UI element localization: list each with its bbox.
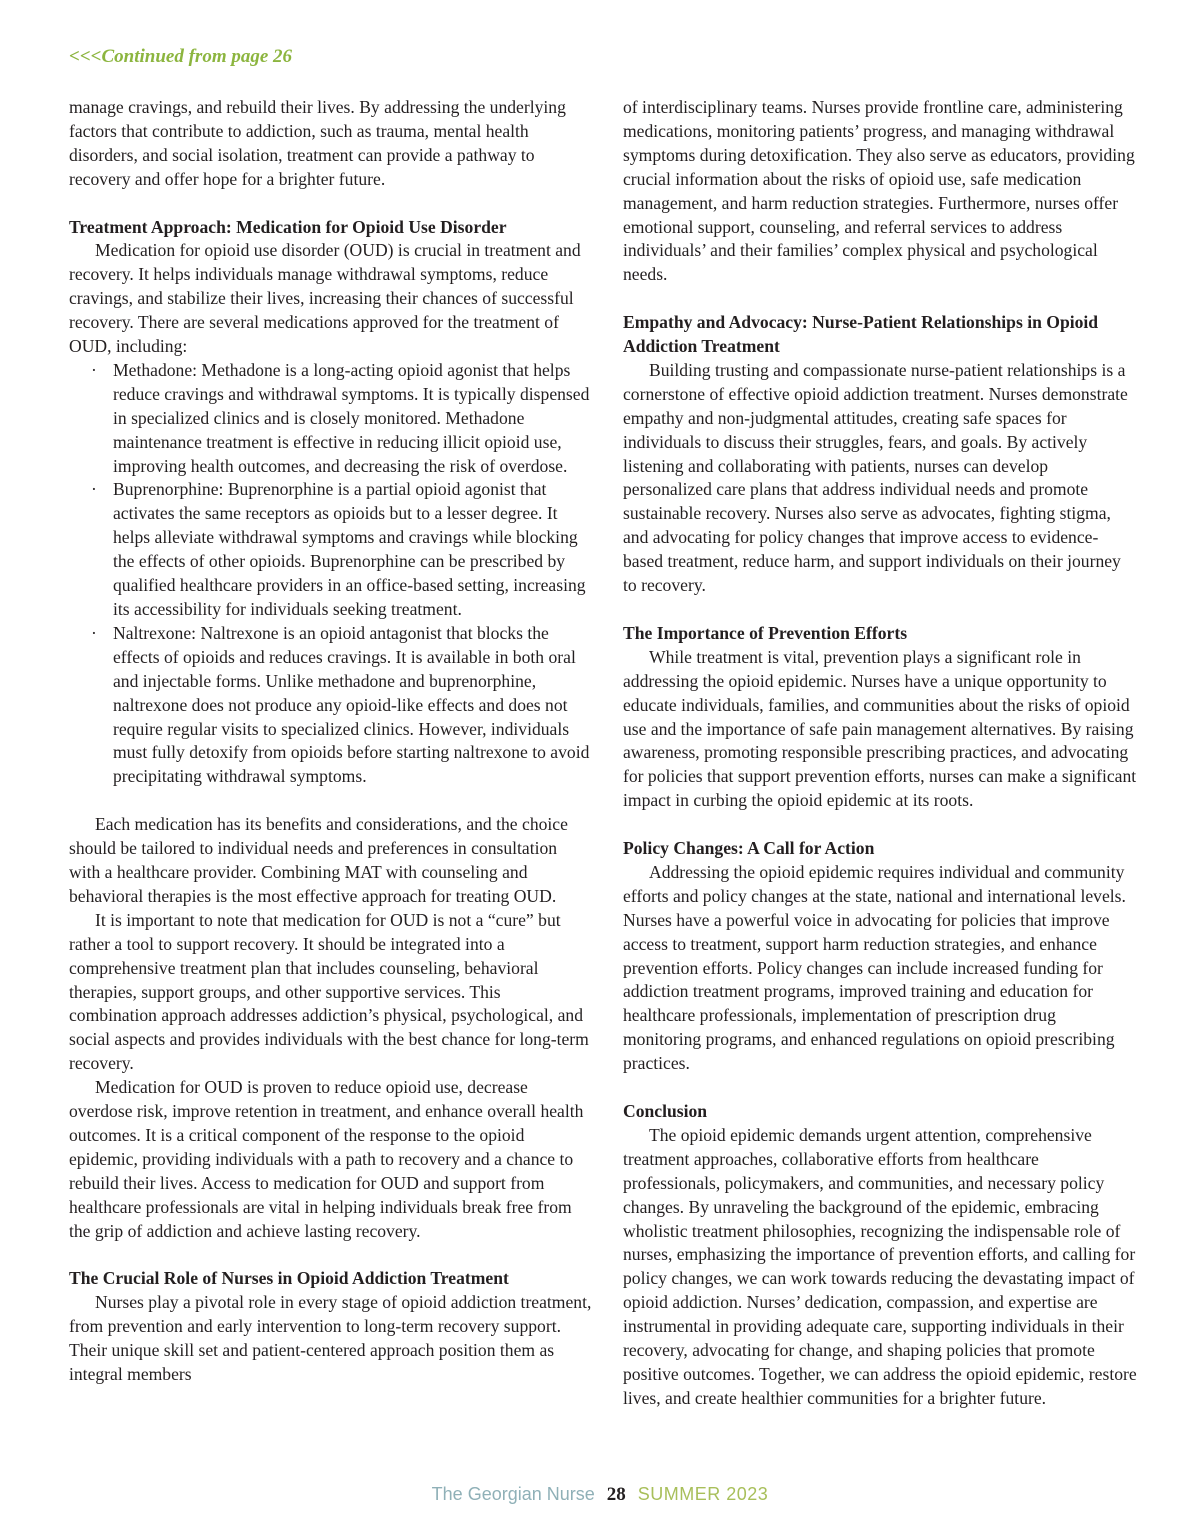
right-column — [623, 96, 1138, 1411]
list-item-methadone — [91, 359, 592, 479]
list-item-text: Buprenorphine: Buprenorphine is a partial opioid agonist that activates the same receptors as opioids but to a lesser degree. It helps alleviate withdrawal symptoms and cravings while blocking the effects of other opioids. Buprenorphine can be prescribed by qualified healthcare providers in an office-based setting, increasing its accessibility for individuals seeking treatment. — [113, 479, 586, 620]
list-item-text: Naltrexone: Naltrexone is an opioid antagonist that blocks the effects of opioids and reduces cravings. It is available in both oral and injectable forms. Unlike methadone and buprenorphine, naltrexone does not produce any opioid-like effects and does not require regular visits to specialized clinics. However, individuals must fully detoxify from opioids before starting naltrexone to avoid precipitating withdrawal symptoms. — [113, 622, 590, 787]
issue-label: SUMMER 2023 — [637, 1484, 769, 1504]
continued-from-label: <<<Continued from page 26 — [69, 46, 293, 67]
paragraph-conclusion: The opioid epidemic demands urgent attention, comprehensive treatment approaches, collaborative efforts from healthcare professionals, policymakers, and communities, and necessary policy changes. By unraveling the background of the epidemic, embracing wholistic treatment philosophies, recognizing the indispensable role of nurses, emphasizing the importance of prevention efforts, and calling for policy changes, we can work towards reducing the devastating impact of opioid addiction. Nurses’ dedication, compassion, and expertise are instrumental in providing adequate care, supporting individuals in their recovery, advocating for change, and shaping policies that promote positive outcomes. Together, we can address the opioid epidemic, restore lives, and create healthier communities for a brighter future. — [623, 1124, 1137, 1408]
paragraph-considerations: Each medication has its benefits and considerations, and the choice should be tailored to individual needs and preferences in consultation with a healthcare provider. Combining MAT with counseling and behavioral therapies is the most effective approach for treating OUD. — [69, 814, 568, 906]
heading-treatment-approach: Treatment Approach: Medication for Opioid Use Disorder — [69, 216, 507, 237]
list-item-buprenorphine — [91, 478, 592, 621]
paragraph-policy: Addressing the opioid epidemic requires individual and community efforts and policy changes at the state, national and international levels. Nurses have a powerful voice in advocating for policies that improve access to treatment, support harm reduction strategies, and enhance prevention efforts. Policy changes can include increased funding for addiction treatment programs, improved training and education for healthcare professionals, implementation of prescription drug monitoring programs, and enhanced regulations on opioid prescribing practices. — [623, 861, 1126, 1074]
bullet-glyph: · — [91, 359, 97, 380]
list-item-naltrexone — [91, 622, 592, 789]
page-footer — [0, 1484, 1200, 1506]
heading-policy-changes: Policy Changes: A Call for Action — [623, 838, 875, 859]
publication-name: The Georgian Nurse — [431, 1484, 595, 1504]
paragraph-proven-outcomes: Medication for OUD is proven to reduce opioid use, decrease overdose risk, improve retention in treatment, and enhance overall health outcomes. It is a critical component of the response to the opioid epidemic, providing individuals with a path to recovery and a chance to rebuild their lives. Access to medication for OUD and support from healthcare professionals are vital in helping individuals break free from the grip of addiction and achieve lasting recovery. — [69, 1077, 584, 1241]
page-number: 28 — [606, 1484, 626, 1505]
list-item-text: Methadone: Methadone is a long-acting opioid agonist that helps reduce cravings and withdrawal symptoms. It is typically dispensed in specialized clinics and is closely monitored. Methadone maintenance treatment is effective in reducing illicit opioid use, improving health outcomes, and decreasing the risk of overdose. — [113, 359, 590, 476]
paragraph-relationships: Building trusting and compassionate nurse-patient relationships is a cornerstone of effective opioid addiction treatment. Nurses demonstrate empathy and non-judgmental attitudes, creating safe spaces for individuals to discuss their struggles, fears, and goals. By actively listening and collaborating with patients, nurses can develop personalized care plans that address individual needs and promote sustainable recovery. Nurses also serve as advocates, fighting stigma, and advocating for policy changes that improve access to evidence-based treatment, reduce harm, and support individuals on their journey to recovery. — [623, 359, 1128, 596]
paragraph-oud-medication: Medication for opioid use disorder (OUD) is crucial in treatment and recovery. It helps individuals manage withdrawal symptoms, reduce cravings, and stabilize their lives, increasing their chances of successful recovery. There are several medications approved for the treatment of OUD, including: — [69, 240, 581, 357]
intro-paragraph: manage cravings, and rebuild their lives. By addressing the underlying factors that contribute to addiction, such as trauma, mental health disorders, and social isolation, treatment can provide a pathway to recovery and offer hope for a brighter future. — [69, 97, 566, 189]
paragraph-nurses-pivotal: Nurses play a pivotal role in every stage of opioid addiction treatment, from prevention and early intervention to long-term recovery support. Their unique skill set and patient-centered approach position them as integral members — [69, 1292, 592, 1384]
paragraph-not-a-cure: It is important to note that medication for OUD is not a “cure” but rather a tool to support recovery. It should be integrated into a comprehensive treatment plan that includes counseling, behavioral therapies, support groups, and other supportive services. This combination approach addresses addiction’s physical, psychological, and social aspects and provides individuals with the best chance for long-term recovery. — [69, 909, 589, 1074]
heading-role-of-nurses: The Crucial Role of Nurses in Opioid Addiction Treatment — [69, 1268, 509, 1289]
left-column — [69, 96, 592, 1387]
bullet-glyph: · — [91, 479, 97, 500]
paragraph-prevention: While treatment is vital, prevention plays a significant role in addressing the opioid epidemic. Nurses have a unique opportunity to educate individuals, families, and communities about the risks of opioid use and the importance of safe pain management alternatives. By raising awareness, promoting responsible prescribing practices, and advocating for policies that support prevention efforts, nurses can make a significant impact in curbing the opioid epidemic at its roots. — [623, 646, 1137, 811]
heading-conclusion: Conclusion — [623, 1101, 708, 1121]
paragraph-interdisciplinary: of interdisciplinary teams. Nurses provide frontline care, administering medications, monitoring patients’ progress, and managing withdrawal symptoms during detoxification. They also serve as educators, providing crucial information about the risks of opioid use, safe medication management, and harm reduction strategies. Furthermore, nurses offer emotional support, counseling, and referral services to address individuals’ and their families’ complex physical and psychological needs. — [623, 97, 1135, 285]
heading-empathy-advocacy: Empathy and Advocacy: Nurse-Patient Relationships in Opioid Addiction Treatment — [623, 312, 1099, 357]
heading-prevention: The Importance of Prevention Efforts — [623, 622, 908, 643]
bullet-glyph: · — [91, 622, 97, 643]
medication-list — [69, 359, 592, 789]
